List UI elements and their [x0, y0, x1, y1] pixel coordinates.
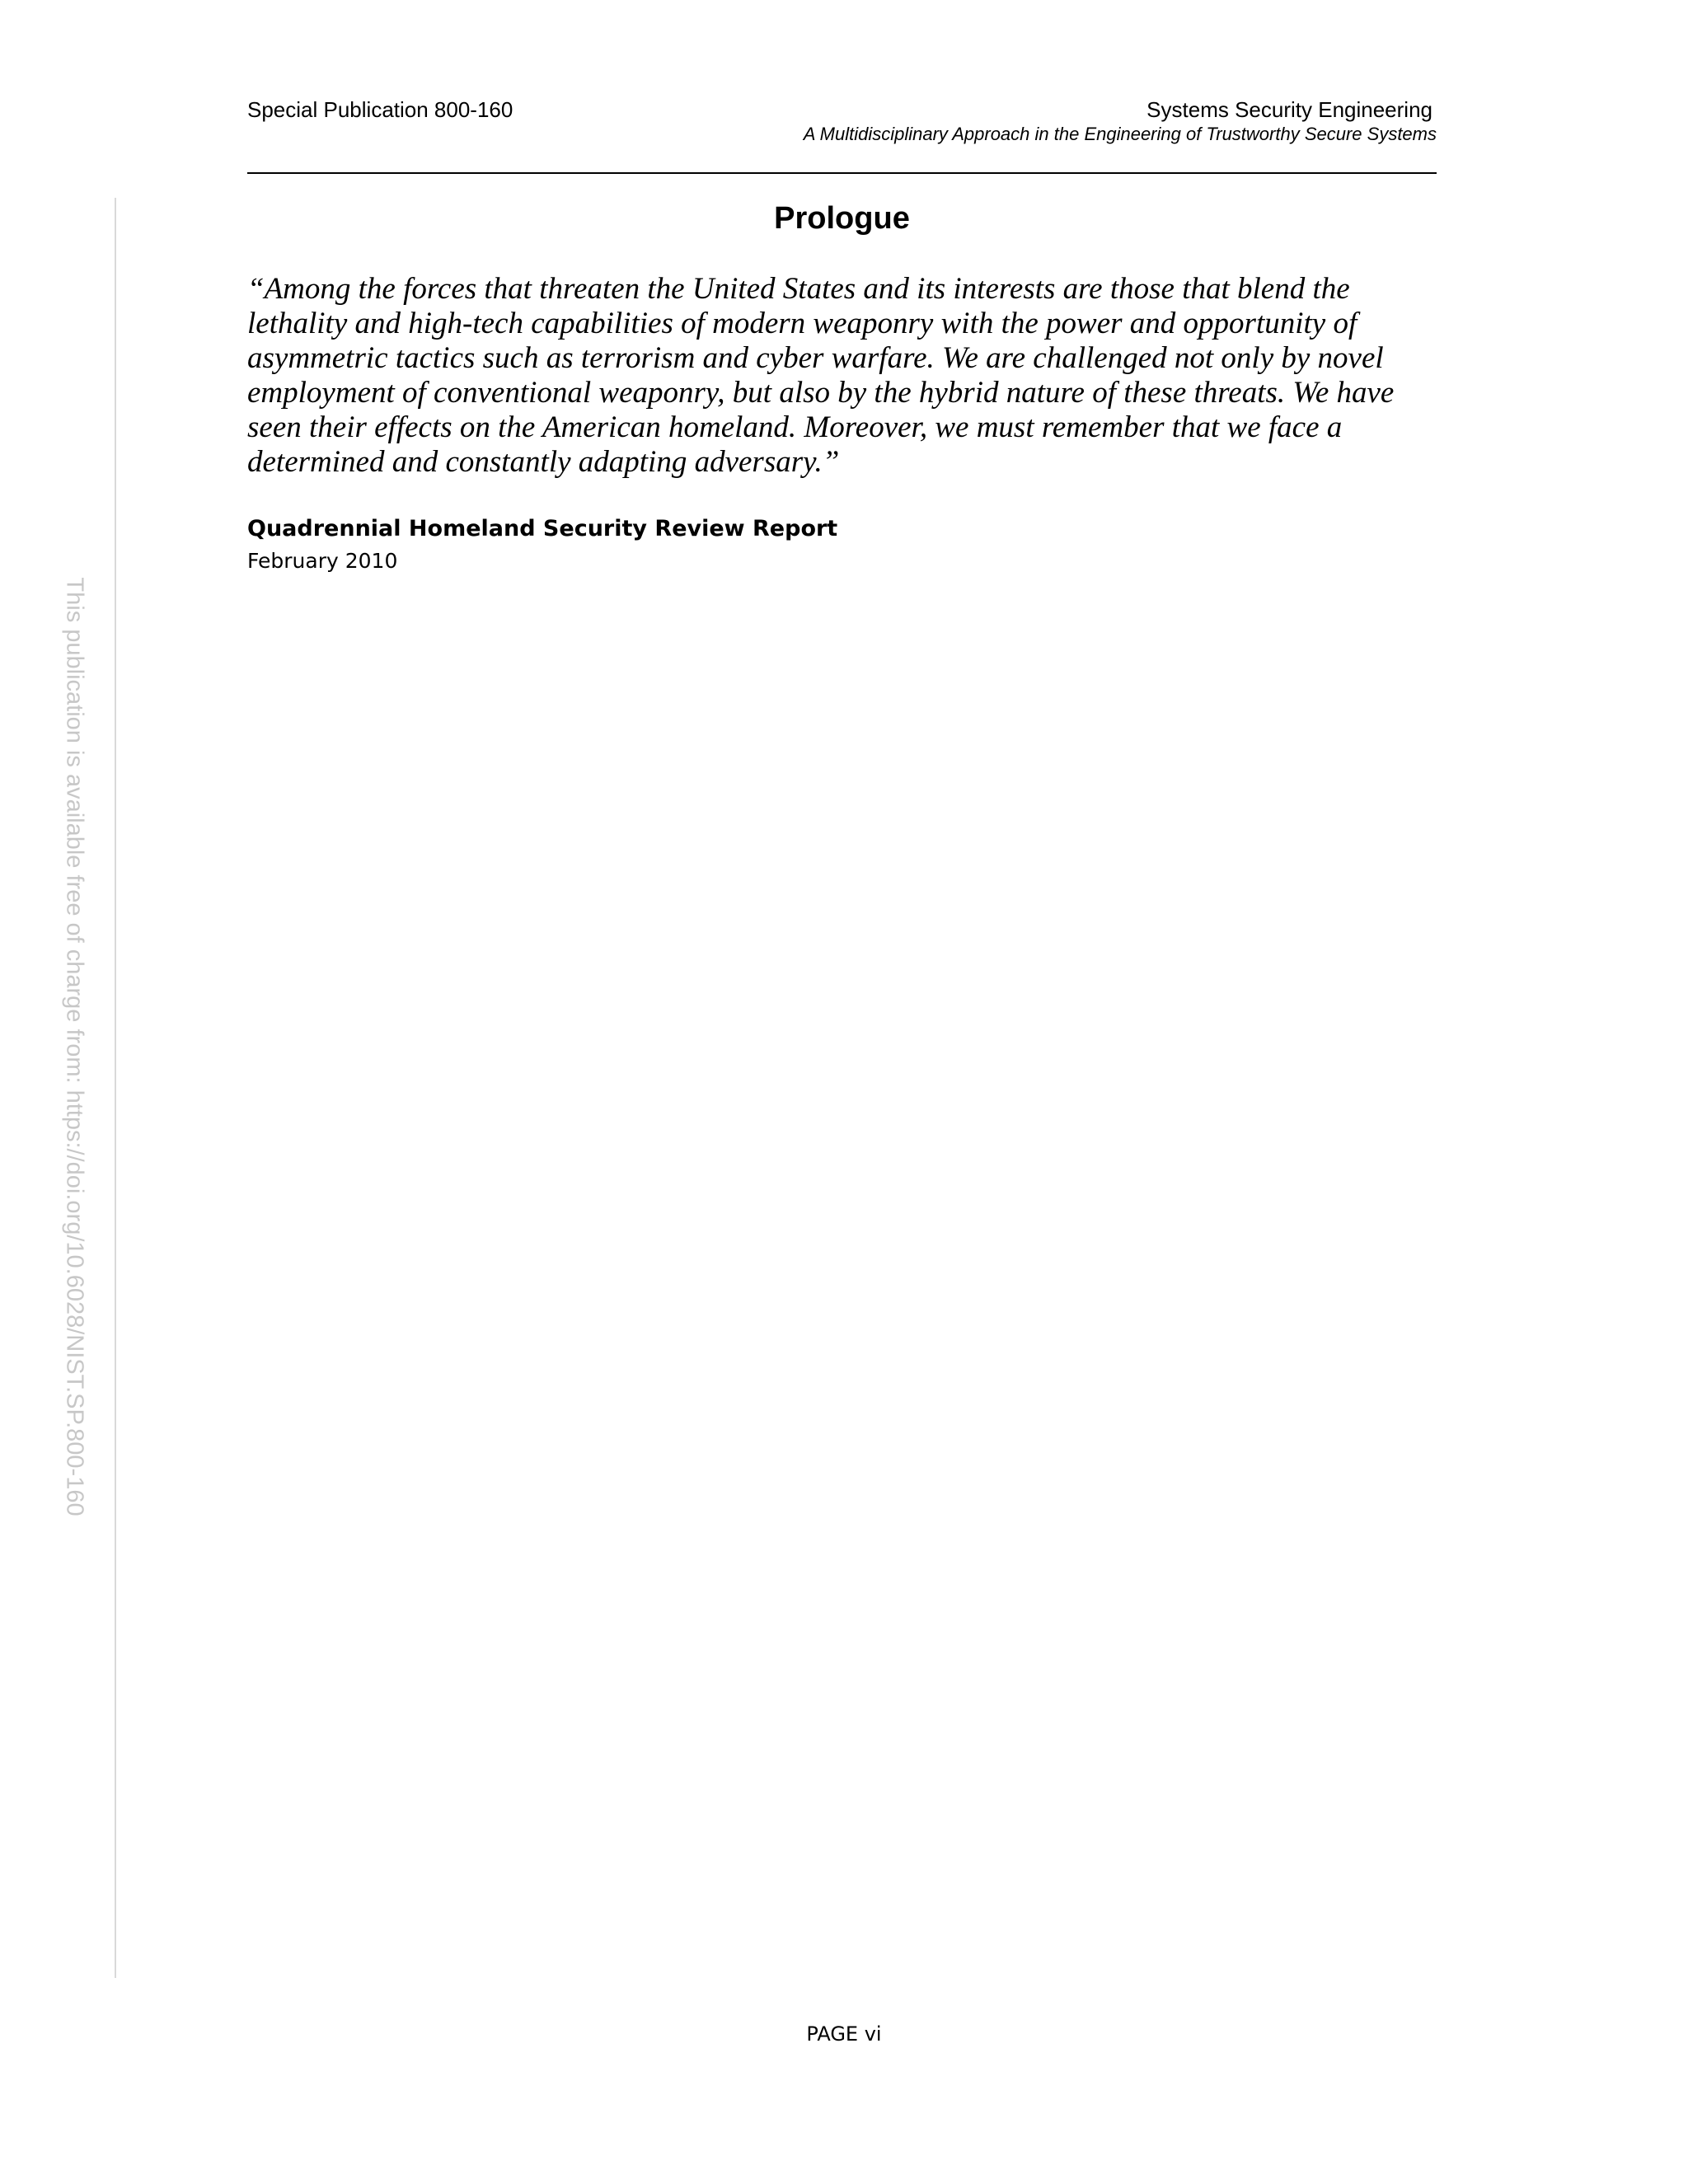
page-number: PAGE vi — [806, 2022, 882, 2046]
quote-line: seen their effects on the American homeland. Moreover, we must remember that we face a — [247, 410, 1343, 444]
header-subtitle: A Multidisciplinary Approach in the Engineering of Trustworthy Secure Systems — [803, 124, 1437, 144]
prologue-quote — [247, 272, 1437, 480]
availability-watermark: This publication is available free of charge from: https://doi.org/10.6028/NIST.SP.800-160 — [61, 577, 88, 1516]
quote-line: “Among the forces that threaten the United States and its interests are those that blend the — [247, 272, 1350, 306]
header-divider — [247, 172, 1437, 174]
quote-line: lethality and high-tech capabilities of modern weaponry with the power and opportunity of — [247, 307, 1357, 340]
quote-line: employment of conventional weaponry, but also by the hybrid nature of these threats. We have — [247, 376, 1395, 410]
page-title: Prologue — [774, 201, 910, 236]
header-series-title: Systems Security Engineering — [1146, 97, 1432, 122]
quote-source-title: Quadrennial Homeland Security Review Report — [247, 516, 838, 541]
quote-source-date: February 2010 — [247, 549, 398, 573]
header-publication-number: Special Publication 800-160 — [247, 97, 513, 122]
quote-line: asymmetric tactics such as terrorism and cyber warfare. We are challenged not only by novel — [247, 341, 1384, 375]
margin-divider — [115, 198, 116, 1978]
quote-line: determined and constantly adapting adversary.” — [247, 445, 840, 479]
